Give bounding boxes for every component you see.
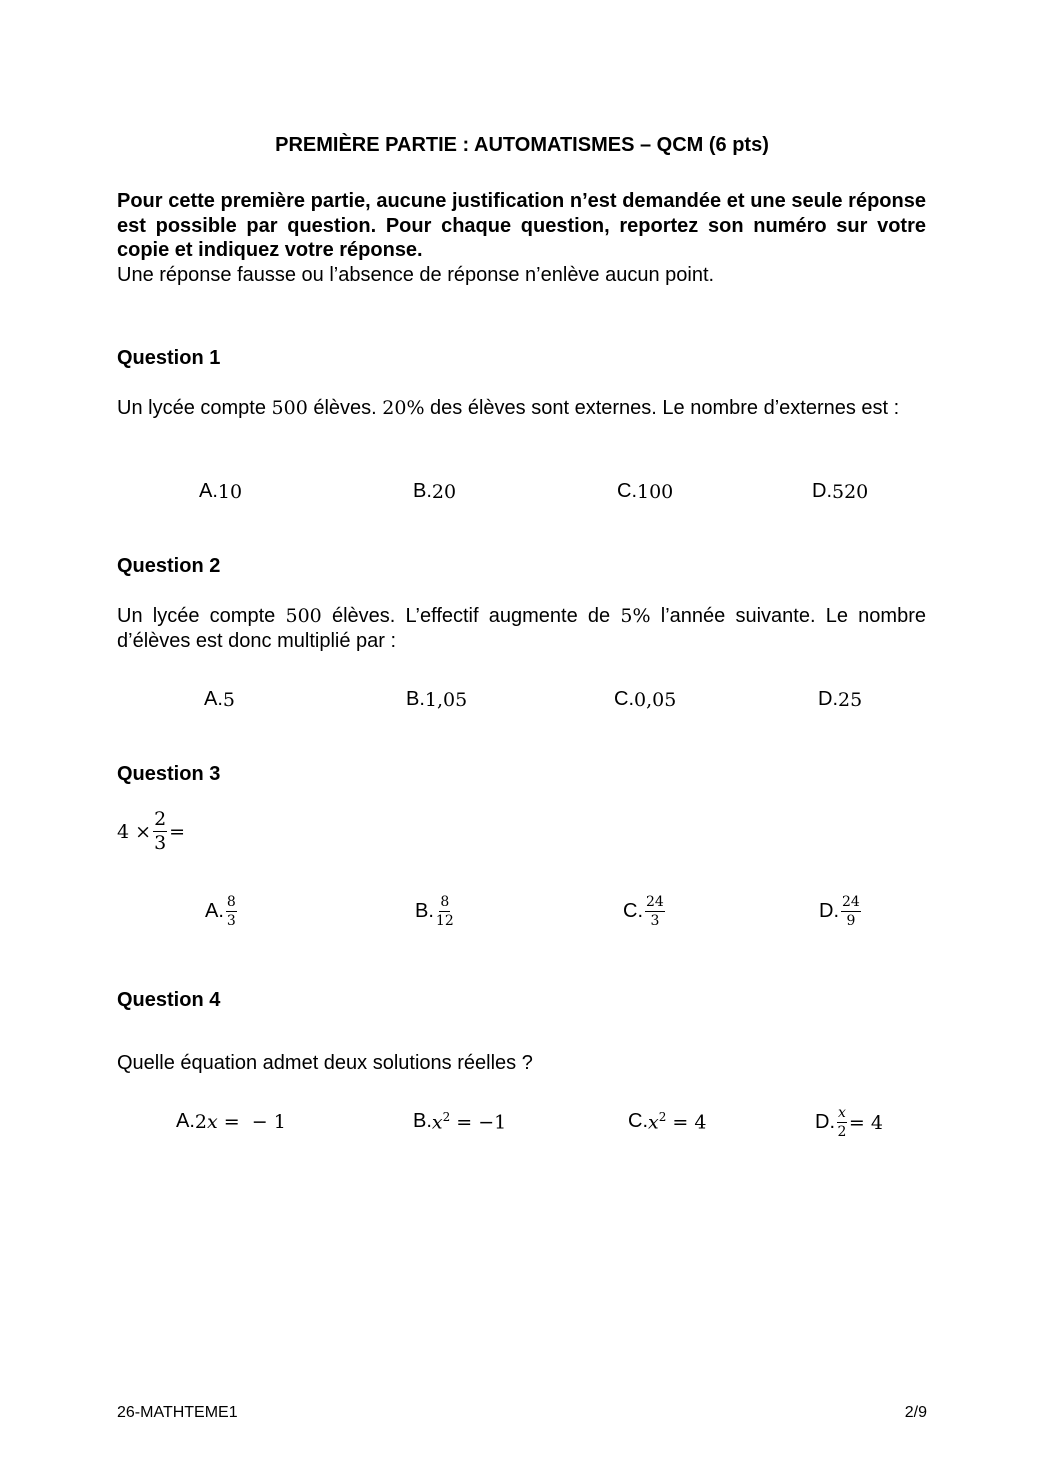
q4-choice-b-expr — [432, 1110, 506, 1133]
q4-choice-a-expr: 2𝑥 = − 1 — [194, 1110, 286, 1133]
q4-c-rest: = 4 — [666, 1111, 707, 1134]
q3-choice-d — [819, 895, 863, 928]
q3-choice-a — [205, 895, 239, 928]
page-number: 2/9 — [904, 1404, 927, 1421]
instructions-bold: Pour cette première partie, aucune justification n’est demandée et une seule réponse est possible par question. Pour chaque question, reportez son numéro sur votre copie et indiquez votre réponse. — [117, 190, 926, 261]
q3-a-num: 8 — [226, 894, 236, 910]
q2-choice-d-letter: D. — [818, 688, 838, 710]
question-2-text — [117, 604, 926, 654]
q1-number-500: 500 — [271, 397, 308, 419]
q4-b-base: 𝑥 — [431, 1111, 443, 1134]
q2-choice-d-value: 25 — [838, 688, 863, 711]
q3-expr-left: 4 × — [117, 820, 152, 843]
q3-d-den: 9 — [846, 913, 856, 929]
q4-choice-a — [176, 1110, 286, 1133]
q1-text-a: Un lycée compte — [117, 397, 272, 419]
instructions-normal: Une réponse fausse ou l’absence de réponse n’enlève aucun point. — [117, 263, 715, 286]
question-1-text — [117, 396, 926, 421]
q1-choice-c-letter: C. — [617, 480, 637, 502]
q1-text-c: des élèves sont externes. Le nombre d’externes est : — [424, 397, 900, 419]
q4-choice-b-letter: B. — [413, 1110, 432, 1133]
q4-choice-c-expr — [648, 1110, 706, 1133]
q3-choice-c — [623, 895, 667, 928]
q2-choice-c-value: 0,05 — [634, 688, 677, 711]
q2-text-a: Un lycée compte — [117, 605, 286, 627]
q3-c-den: 3 — [650, 913, 660, 929]
q2-choice-a-letter: A. — [204, 688, 223, 710]
q3-b-num: 8 — [440, 894, 450, 910]
q2-choice-c — [614, 688, 676, 711]
question-4-heading: Question 4 — [117, 989, 221, 1011]
q3-choice-d-fraction — [841, 895, 861, 928]
q2-choice-b — [406, 688, 467, 711]
q2-percent-5: 5% — [620, 605, 651, 627]
q4-d-rest: = 4 — [848, 1111, 883, 1134]
question-1-heading: Question 1 — [117, 347, 221, 369]
q3-b-den: 12 — [435, 913, 454, 929]
q4-choice-c-letter: C. — [628, 1110, 648, 1133]
q2-number-500: 500 — [285, 605, 322, 627]
q1-choice-a-letter: A. — [199, 480, 218, 502]
instructions — [117, 189, 926, 287]
q1-choice-d — [812, 480, 868, 503]
q1-percent-20: 20% — [382, 397, 425, 419]
q3-d-num: 24 — [842, 894, 860, 910]
q2-choice-c-letter: C. — [614, 688, 634, 710]
q3-expr-right: = — [169, 820, 186, 843]
q1-choice-c — [617, 480, 673, 503]
q1-choice-a — [199, 480, 242, 503]
q1-choice-c-value: 100 — [637, 480, 674, 503]
q4-choice-a-letter: A. — [176, 1110, 195, 1132]
q4-d-den: 2 — [837, 1124, 847, 1140]
q3-choice-b-fraction — [436, 895, 454, 928]
q1-choice-b — [413, 480, 456, 503]
q3-expr-num: 2 — [154, 808, 167, 830]
q4-choice-c — [628, 1110, 706, 1133]
question-2-heading: Question 2 — [117, 555, 221, 577]
q1-choice-a-value: 10 — [217, 480, 243, 503]
q3-expr-fraction — [153, 810, 167, 853]
q4-b-exp: 2 — [442, 1110, 451, 1124]
question-4-text: Quelle équation admet deux solutions réelles ? — [117, 1052, 533, 1074]
q1-choice-b-value: 20 — [431, 480, 457, 503]
q3-choice-a-fraction — [226, 895, 237, 928]
q3-choice-d-letter: D. — [819, 900, 839, 922]
q3-choice-a-letter: A. — [205, 900, 224, 922]
q4-choice-d-fraction — [837, 1106, 847, 1139]
q3-choice-c-letter: C. — [623, 900, 643, 922]
q1-choice-d-value: 520 — [832, 480, 869, 503]
q4-choice-d — [815, 1106, 883, 1139]
page-title: PREMIÈRE PARTIE : AUTOMATISMES – QCM (6 pts) — [275, 134, 769, 156]
q1-choice-b-letter: B. — [413, 480, 432, 502]
q2-choice-a — [204, 688, 235, 711]
footer-code: 26-MATHTEME1 — [117, 1404, 238, 1421]
q4-choice-d-letter: D. — [815, 1111, 835, 1133]
q3-choice-b-letter: B. — [415, 900, 434, 922]
q2-choice-d — [818, 688, 862, 711]
q1-text-b: élèves. — [307, 397, 383, 419]
q3-expr-den: 3 — [154, 832, 167, 854]
q3-expression — [117, 810, 185, 853]
question-3-heading: Question 3 — [117, 763, 221, 785]
q2-text-b: élèves. L’effectif augmente de — [321, 605, 621, 627]
q3-choice-c-fraction — [645, 895, 665, 928]
q2-choice-b-letter: B. — [406, 688, 425, 710]
q4-choice-b — [413, 1110, 506, 1133]
q3-a-den: 3 — [226, 913, 236, 929]
q3-c-num: 24 — [646, 894, 664, 910]
q4-c-exp: 2 — [658, 1110, 667, 1124]
q2-choice-a-value: 5 — [222, 688, 235, 711]
q1-choice-d-letter: D. — [812, 480, 832, 502]
q4-c-base: 𝑥 — [648, 1111, 659, 1134]
q4-d-num: 𝑥 — [838, 1105, 846, 1121]
q4-b-rest: = −1 — [450, 1111, 507, 1134]
q2-text-c: l’année suivante. Le nombre d’élèves est donc multiplié par : — [117, 605, 926, 652]
q2-choice-b-value: 1,05 — [424, 688, 468, 711]
q3-choice-b — [415, 895, 456, 928]
